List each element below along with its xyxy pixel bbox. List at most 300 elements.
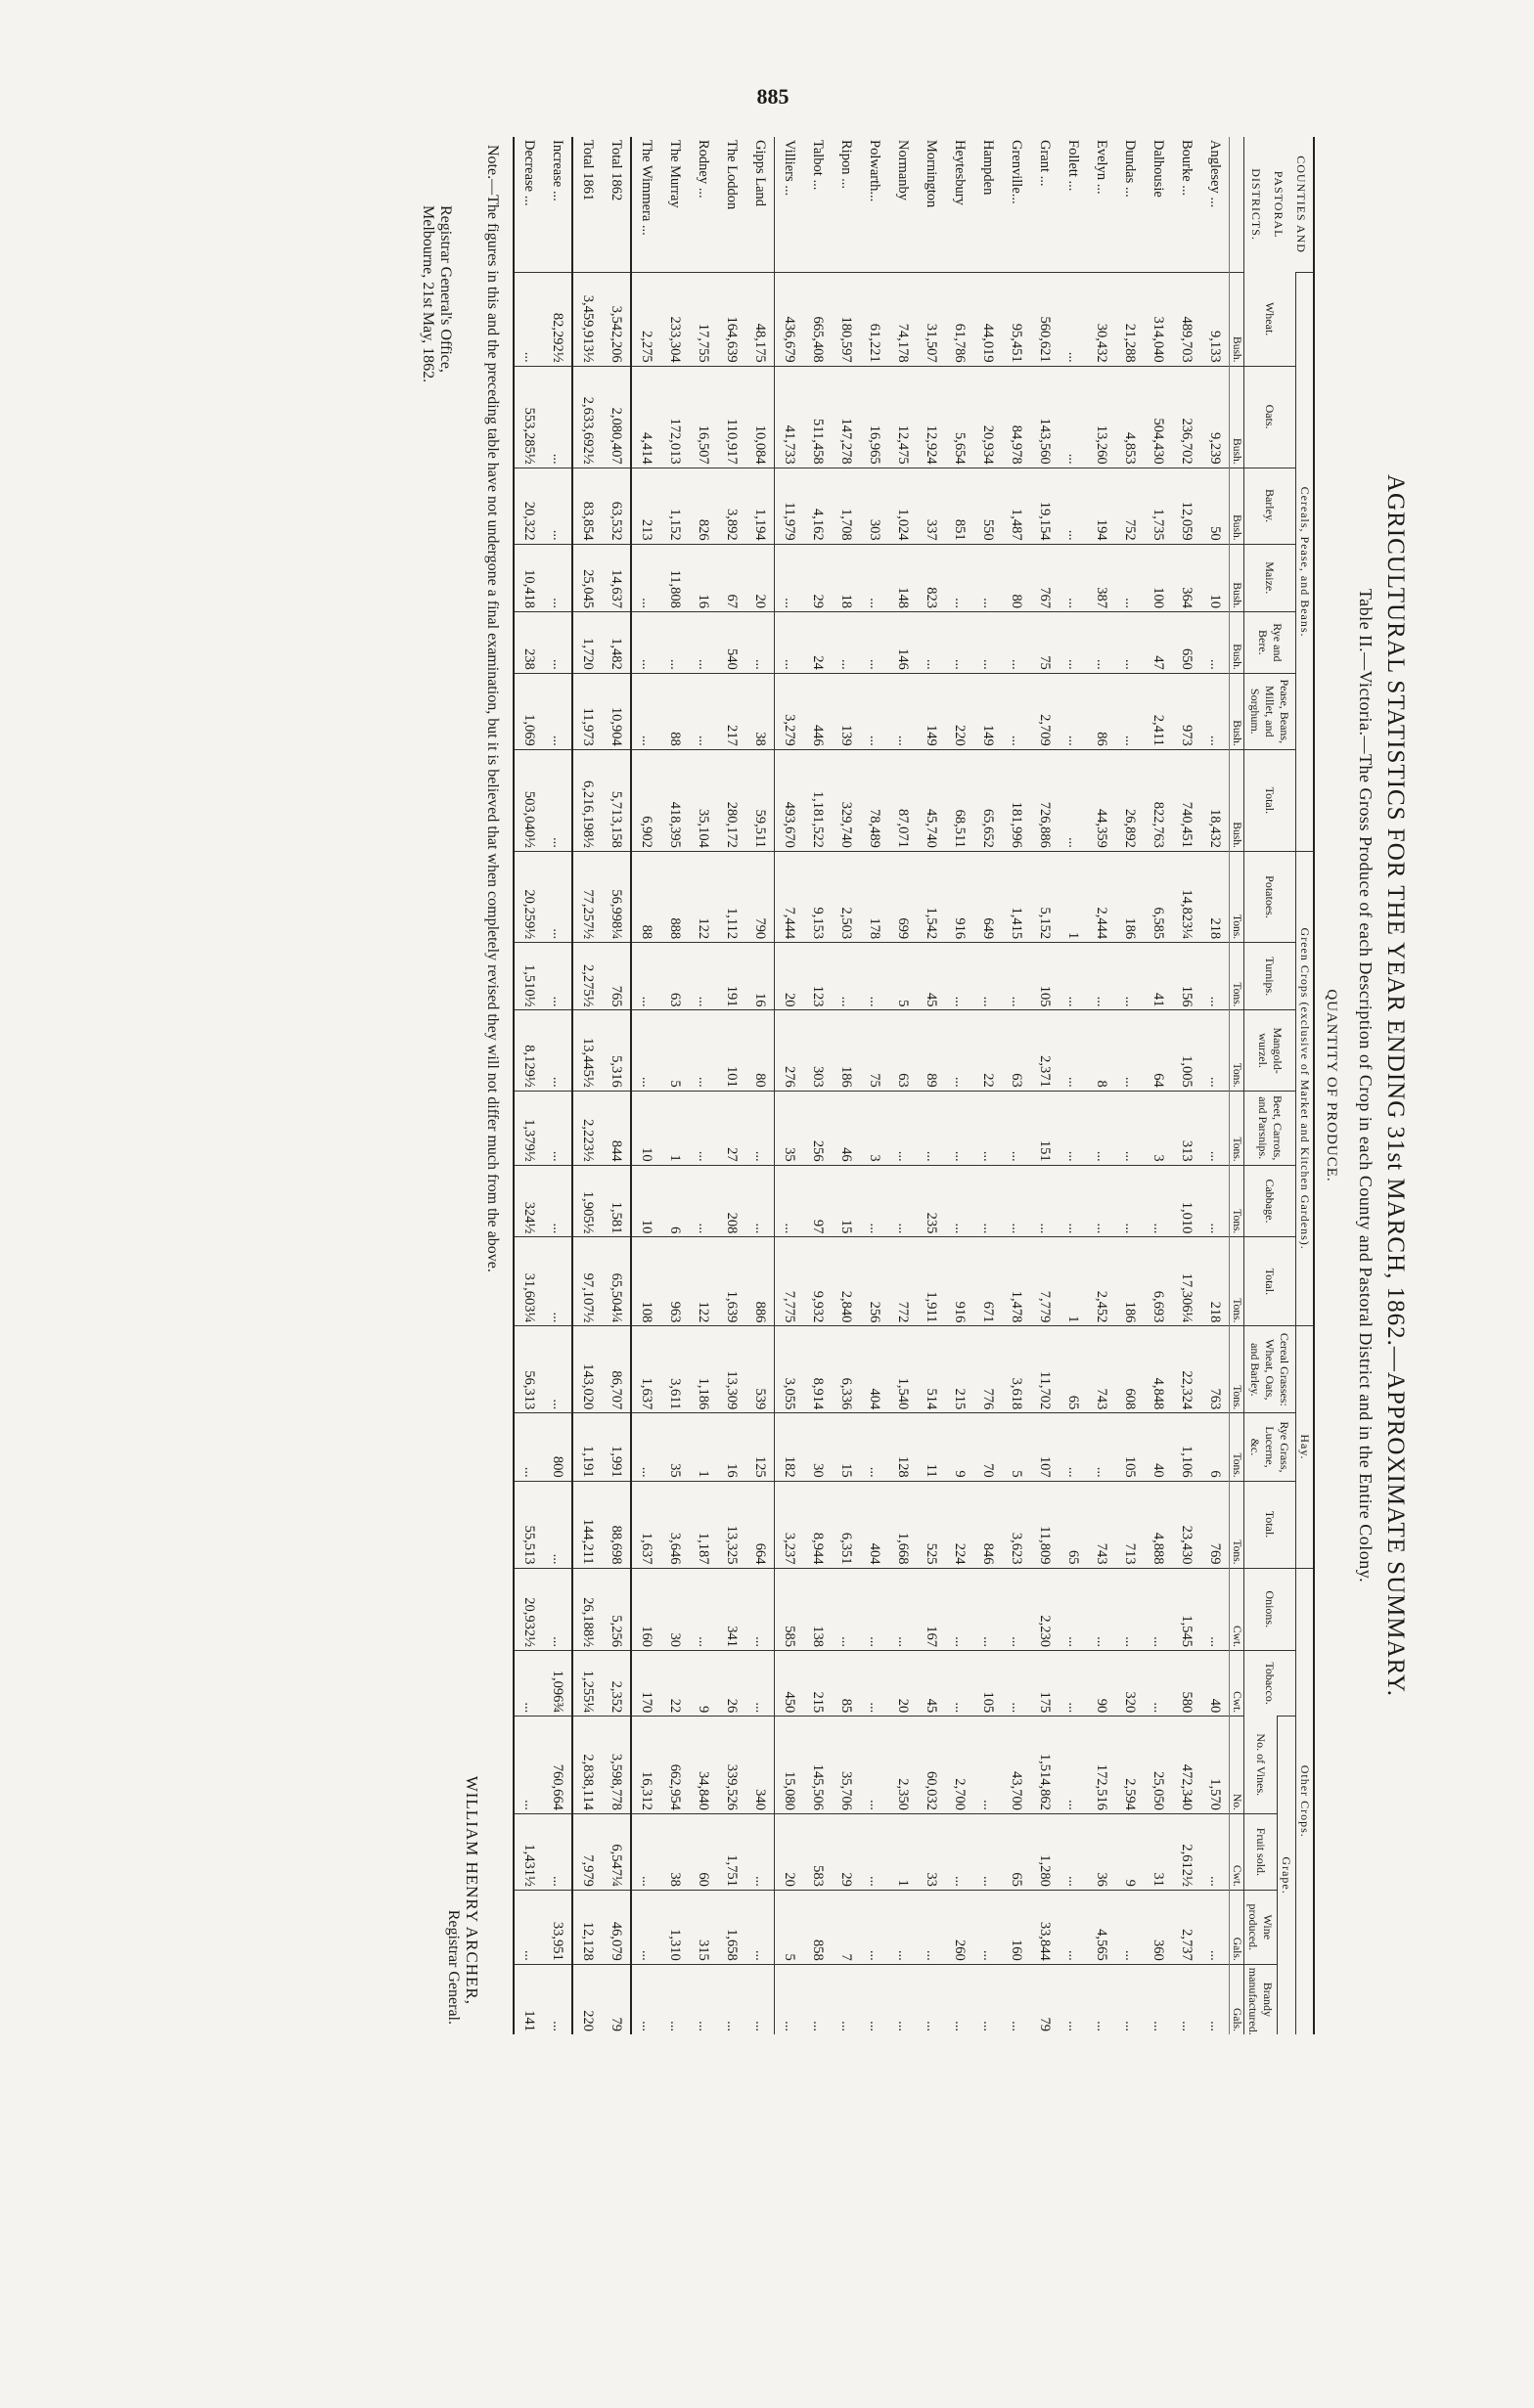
table-cell: 20 [888, 1651, 917, 1717]
table-cell: 1,637 [631, 1481, 660, 1568]
table-cell: 769 [1200, 1481, 1230, 1568]
table-cell: 3,237 [774, 1481, 803, 1568]
table-cell: 236,702 [1172, 366, 1200, 468]
table-cell: 5,316 [602, 1010, 631, 1091]
table-cell: ... [745, 1651, 775, 1717]
table-cell: 3,542,206 [602, 273, 631, 366]
table-cell: ... [1059, 611, 1087, 673]
table-cell: 186 [1115, 851, 1144, 942]
table-cell: 82,292½ [543, 273, 572, 366]
col-wine: Wine produced. [1243, 1890, 1277, 1964]
table-cell: 14,823¼ [1172, 851, 1200, 942]
table-cell: 86 [1087, 673, 1115, 749]
table-cell: 7,775 [774, 1237, 803, 1326]
table-cell: 108 [631, 1237, 660, 1326]
table-cell: 38 [660, 1813, 689, 1890]
table-cell: ... [689, 1010, 717, 1091]
col-cabbage: Cabbage. [1243, 1165, 1295, 1237]
table-cell: ... [1115, 544, 1144, 611]
table-cell: ... [1002, 611, 1030, 673]
table-cell: 446 [803, 673, 832, 749]
col-turnips: Turnips. [1243, 943, 1295, 1010]
row-label: Polwarth... [866, 140, 882, 202]
table-cell: ... [973, 1717, 1002, 1814]
table-cell: 149 [917, 673, 945, 749]
table-cell: 1,735 [1144, 468, 1172, 544]
table-cell: 20,259½ [514, 851, 543, 942]
table-cell: 404 [860, 1481, 888, 1568]
table-cell: 1,069 [514, 673, 543, 749]
table-cell: 583 [803, 1813, 832, 1890]
table-row [774, 137, 803, 2034]
table-cell: 4,414 [631, 366, 660, 468]
table-cell: 31,603¼ [514, 1237, 543, 1326]
table-cell: ... [745, 1813, 775, 1890]
table-cell: 1,379½ [514, 1091, 543, 1165]
table-cell: 27 [717, 1091, 745, 1165]
row-label: Bourke ... [1178, 140, 1195, 197]
table-cell: ... [973, 611, 1002, 673]
unit-cell: Tons. [1229, 1010, 1243, 1091]
table-cell: 44,359 [1087, 749, 1115, 851]
table-cell: ... [745, 1890, 775, 1964]
table-cell: 170 [631, 1651, 660, 1717]
table-cell: 45,740 [917, 749, 945, 851]
table-cell: 65 [1002, 1813, 1030, 1890]
table-cell: 34,840 [689, 1717, 717, 1814]
table-note: Note.—The figures in this and the preceding table have not undergone a final examination, but it is believed that when completely revised they will not differ much from the above. [483, 145, 501, 1272]
table-cell: 20,934 [973, 366, 1002, 468]
table-cell: 12,475 [888, 366, 917, 468]
col-oats: Oats. [1243, 366, 1295, 468]
signature-title: Registrar General. [444, 1909, 462, 2025]
table-cell: 29 [832, 1813, 860, 1890]
col-mangold: Mangold-wurzel. [1243, 1010, 1295, 1091]
table-cell: 30 [660, 1568, 689, 1651]
unit-cell: Cwt. [1229, 1568, 1243, 1651]
table-cell: 256 [803, 1091, 832, 1165]
table-cell: 665,408 [803, 273, 832, 366]
unit-cell: Gals. [1229, 1890, 1243, 1964]
table-cell: 1,668 [888, 1481, 917, 1568]
unit-cell: Tons. [1229, 1165, 1243, 1237]
table-cell: ... [973, 1813, 1002, 1890]
table-cell: 224 [945, 1481, 973, 1568]
table-cell: 11 [917, 1413, 945, 1481]
produce-table [513, 137, 1315, 2034]
table-cell: 2,350 [888, 1717, 917, 1814]
table-cell: 6,585 [1144, 851, 1172, 942]
table-cell: 12,924 [917, 366, 945, 468]
table-cell: ... [1087, 943, 1115, 1010]
table-cell: ... [860, 611, 888, 673]
table-cell: ... [860, 1165, 888, 1237]
table-cell: 59,511 [745, 749, 775, 851]
table-cell: 97 [803, 1165, 832, 1237]
table-cell: ... [543, 943, 572, 1010]
table-cell: 8 [1087, 1010, 1115, 1091]
row-label: Total 1861 [579, 140, 596, 201]
table-cell: 7 [832, 1890, 860, 1964]
table-cell: ... [543, 1165, 572, 1237]
table-cell: 826 [689, 468, 717, 544]
table-cell: 40 [1200, 1651, 1230, 1717]
table-cell: 1,658 [717, 1890, 745, 1964]
table-cell: 1,152 [660, 468, 689, 544]
table-cell: 17,755 [689, 273, 717, 366]
table-cell: 1,510½ [514, 943, 543, 1010]
table-cell: ... [543, 749, 572, 851]
green-crops-header: Green Crops (exclusive of Market and Kitchen Gardens). [1296, 851, 1315, 1326]
table-cell: 1,482 [602, 611, 631, 673]
table-cell: 9 [1115, 1813, 1144, 1890]
unit-cell: Tons. [1229, 1237, 1243, 1326]
table-cell: 10,418 [514, 544, 543, 611]
table-cell: ... [1087, 1568, 1115, 1651]
table-cell: 1,005 [1172, 1010, 1200, 1091]
table-cell: ... [543, 611, 572, 673]
table-subtitle: Table II.—Victoria.—The Gross Produce of each Description of Crop in each County and Pastoral District and in the Entire Colony. [1356, 588, 1376, 1583]
table-cell: 233,304 [660, 273, 689, 366]
table-cell: 276 [774, 1010, 803, 1091]
table-cell: 1,186 [689, 1326, 717, 1413]
table-cell: 303 [803, 1010, 832, 1091]
col-cereal-total: Total. [1243, 749, 1295, 851]
table-cell: ... [689, 943, 717, 1010]
table-cell: 1,570 [1200, 1717, 1230, 1814]
table-cell: 122 [689, 1237, 717, 1326]
table-cell: 8,944 [803, 1481, 832, 1568]
table-cell: ... [1059, 468, 1087, 544]
table-cell: 89 [917, 1010, 945, 1091]
table-cell: 314,040 [1144, 273, 1172, 366]
row-label: Heytesbury [951, 140, 968, 205]
table-cell: ... [945, 544, 973, 611]
table-cell: ... [543, 1010, 572, 1091]
table-cell: 181,996 [1002, 749, 1030, 851]
table-cell: 31 [1144, 1813, 1172, 1890]
table-cell: 2,411 [1144, 673, 1172, 749]
table-cell: ... [860, 1964, 888, 2034]
table-cell: 63 [1002, 1010, 1030, 1091]
table-cell: 4,162 [803, 468, 832, 544]
table-cell: 963 [660, 1237, 689, 1326]
table-cell: 3,611 [660, 1326, 689, 1413]
table-cell: 31,507 [917, 273, 945, 366]
table-cell: 1 [1059, 1237, 1087, 1326]
table-cell: 4,853 [1115, 366, 1144, 468]
row-label: Talbot ... [809, 140, 826, 191]
table-cell: 525 [917, 1481, 945, 1568]
table-cell: ... [973, 1568, 1002, 1651]
table-cell: 15 [832, 1165, 860, 1237]
table-cell: ... [860, 943, 888, 1010]
table-cell: 973 [1172, 673, 1200, 749]
table-cell: 2,840 [832, 1237, 860, 1326]
table-cell: 1,194 [745, 468, 775, 544]
table-cell: 151 [1030, 1091, 1059, 1165]
table-cell: ... [945, 1010, 973, 1091]
table-cell: ... [745, 1568, 775, 1651]
unit-cell: Bush. [1229, 544, 1243, 611]
table-cell: 2,503 [832, 851, 860, 942]
table-cell: 9,153 [803, 851, 832, 942]
table-cell: 3,646 [660, 1481, 689, 1568]
col-green-total: Total. [1243, 1237, 1295, 1326]
table-cell: 22 [973, 1010, 1002, 1091]
table-cell: 77,257½ [572, 851, 602, 942]
table-cell: 1,708 [832, 468, 860, 544]
unit-cell: Tons. [1229, 1413, 1243, 1481]
table-cell: 1,637 [631, 1326, 660, 1413]
table-cell: ... [543, 1813, 572, 1890]
col-rye: Rye and Bere. [1243, 611, 1295, 673]
table-cell: 15,080 [774, 1717, 803, 1814]
table-cell: 20,932½ [514, 1568, 543, 1651]
table-cell: ... [543, 1326, 572, 1413]
table-row [832, 137, 860, 2034]
table-cell: ... [543, 1237, 572, 1326]
table-cell: 26,188½ [572, 1568, 602, 1651]
col-beet: Beet, Carrots, and Parsnips. [1243, 1091, 1295, 1165]
table-cell: 105 [1030, 943, 1059, 1010]
table-cell: 6,902 [631, 749, 660, 851]
table-cell: ... [543, 1568, 572, 1651]
table-cell: ... [1059, 673, 1087, 749]
table-cell: 1,478 [1002, 1237, 1030, 1326]
office-address [419, 137, 454, 2034]
table-cell: 14,637 [602, 544, 631, 611]
table-cell: 2,371 [1030, 1010, 1059, 1091]
table-cell: ... [832, 943, 860, 1010]
table-cell: 790 [745, 851, 775, 942]
table-cell: 186 [832, 1010, 860, 1091]
table-cell: 767 [1030, 544, 1059, 611]
table-cell: 47 [1144, 611, 1172, 673]
row-label: Villiers ... [781, 140, 797, 197]
table-cell: 107 [1030, 1413, 1059, 1481]
table-cell: 2,352 [602, 1651, 631, 1717]
table-cell: 504,430 [1144, 366, 1172, 468]
table-cell: 1,187 [689, 1481, 717, 1568]
table-cell: 143,560 [1030, 366, 1059, 468]
table-cell: 147,278 [832, 366, 860, 468]
table-cell: 752 [1115, 468, 1144, 544]
table-cell: 303 [860, 468, 888, 544]
table-cell: 90 [1087, 1651, 1115, 1717]
table-cell: 9 [689, 1651, 717, 1717]
table-cell: 2,223½ [572, 1091, 602, 1165]
table-row [1087, 137, 1115, 2034]
table-cell: 3,459,913½ [572, 273, 602, 366]
table-cell: 16 [717, 1413, 745, 1481]
table-cell: ... [1200, 1964, 1230, 2034]
table-cell: 1,487 [1002, 468, 1030, 544]
table-row [660, 137, 689, 2034]
table-cell: ... [543, 544, 572, 611]
col-potatoes: Potatoes. [1243, 851, 1295, 942]
row-label: Total 1862 [602, 137, 631, 273]
table-cell: 4,565 [1087, 1890, 1115, 1964]
table-cell: ... [1002, 943, 1030, 1010]
table-row [745, 137, 775, 2034]
table-cell: 122 [689, 851, 717, 942]
table-cell: ... [1115, 673, 1144, 749]
table-cell: 64 [1144, 1010, 1172, 1091]
table-cell: 20,322 [514, 468, 543, 544]
table-cell: 15 [832, 1413, 860, 1481]
table-cell: ... [1087, 1091, 1115, 1165]
table-cell: 608 [1115, 1326, 1144, 1413]
table-cell: 2,737 [1172, 1890, 1200, 1964]
table-cell: ... [1059, 1568, 1087, 1651]
table-cell: ... [514, 1651, 543, 1717]
table-cell: ... [1200, 1165, 1230, 1237]
table-cell: ... [860, 1568, 888, 1651]
table-cell: ... [631, 943, 660, 1010]
table-cell: 148 [888, 544, 917, 611]
table-cell: 2,275 [631, 273, 660, 366]
col-tobacco: Tobacco. [1243, 1651, 1295, 1717]
table-cell: ... [543, 1481, 572, 1568]
table-cell: 11,979 [774, 468, 803, 544]
col-hay-cereal: Cereal Grasses: Wheat, Oats, and Barley. [1243, 1326, 1295, 1413]
row-label: Grant ... [1036, 140, 1053, 187]
table-cell: 916 [945, 851, 973, 942]
col-maize: Maize. [1243, 544, 1295, 611]
table-cell: 1 [888, 1813, 917, 1890]
table-cell: 844 [602, 1091, 631, 1165]
table-cell: 511,458 [803, 366, 832, 468]
table-cell: 48,175 [745, 273, 775, 366]
table-cell: 5,152 [1030, 851, 1059, 942]
table-cell: ... [973, 1165, 1002, 1237]
table-cell: 1 [689, 1413, 717, 1481]
table-cell: 145,506 [803, 1717, 832, 1814]
row-label: Hampden [979, 140, 996, 196]
table-cell: 215 [803, 1651, 832, 1717]
table-cell: ... [945, 1964, 973, 2034]
table-cell: 17,306¼ [1172, 1237, 1200, 1326]
row-label: Anglesey ... [1206, 140, 1223, 208]
table-cell: ... [1087, 1964, 1115, 2034]
table-cell: 63 [888, 1010, 917, 1091]
row-label: Decrease ... [514, 137, 543, 273]
table-cell: ... [689, 1568, 717, 1651]
table-cell: ... [860, 1413, 888, 1481]
table-cell: ... [888, 1568, 917, 1651]
table-cell: ... [860, 673, 888, 749]
table-cell: 851 [945, 468, 973, 544]
table-cell: 63,532 [602, 468, 631, 544]
table-cell: 19,154 [1030, 468, 1059, 544]
table-cell: 220 [572, 1964, 602, 2034]
col-vines: No. of Vines. [1243, 1717, 1277, 1814]
table-cell: 1,540 [888, 1326, 917, 1413]
table-row [973, 137, 1002, 2034]
table-cell: 2,080,407 [602, 366, 631, 468]
table-cell: 580 [1172, 1651, 1200, 1717]
table-cell: 172,516 [1087, 1717, 1115, 1814]
table-cell: 1,581 [602, 1165, 631, 1237]
table-cell: 101 [717, 1010, 745, 1091]
table-cell: ... [631, 673, 660, 749]
table-cell: 45 [917, 1651, 945, 1717]
table-cell: 10,084 [745, 366, 775, 468]
table-cell: 105 [1115, 1413, 1144, 1481]
row-label: Normanby [894, 140, 911, 201]
table-cell: 238 [514, 611, 543, 673]
table-cell: 13,309 [717, 1326, 745, 1413]
table-cell: 180,597 [832, 273, 860, 366]
table-cell: 743 [1087, 1481, 1115, 1568]
table-cell: 888 [660, 851, 689, 942]
table-cell: ... [1115, 943, 1144, 1010]
change-row [514, 137, 543, 2034]
table-cell: ... [774, 611, 803, 673]
table-cell: 13,445½ [572, 1010, 602, 1091]
table-cell: 10 [1200, 544, 1230, 611]
table-cell: 7,444 [774, 851, 803, 942]
total-row [572, 137, 602, 2034]
table-cell: ... [860, 1651, 888, 1717]
table-cell: ... [945, 611, 973, 673]
table-cell: 550 [973, 468, 1002, 544]
unit-cell: Tons. [1229, 1326, 1243, 1413]
table-cell: 65 [1059, 1326, 1087, 1413]
table-cell: 2,709 [1030, 673, 1059, 749]
table-cell: ... [1200, 1813, 1230, 1890]
table-cell: ... [917, 611, 945, 673]
table-row [1030, 137, 1059, 2034]
table-cell: 84,978 [1002, 366, 1030, 468]
cereals-header: Cereals, Pease, and Beans. [1296, 273, 1315, 852]
table-cell: 12,059 [1172, 468, 1200, 544]
table-cell: ... [1115, 1165, 1144, 1237]
table-cell: ... [1200, 1890, 1230, 1964]
table-cell: ... [1115, 1091, 1144, 1165]
table-row [631, 137, 660, 2034]
table-cell: 3,892 [717, 468, 745, 544]
table-cell: 56,313 [514, 1326, 543, 1413]
table-cell: 1,255¼ [572, 1651, 602, 1717]
table-cell: 215 [945, 1326, 973, 1413]
table-cell: 740,451 [1172, 749, 1200, 851]
table-cell: ... [945, 1165, 973, 1237]
table-cell: 1,545 [1172, 1568, 1200, 1651]
table-cell: ... [803, 1964, 832, 2034]
table-cell: ... [1087, 1165, 1115, 1237]
col-fruit: Fruit sold. [1243, 1813, 1277, 1890]
table-cell: 36 [1087, 1813, 1115, 1890]
table-cell: 1,720 [572, 611, 602, 673]
table-cell: 493,670 [774, 749, 803, 851]
table-cell: 6,693 [1144, 1237, 1172, 1326]
table-cell: ... [860, 1890, 888, 1964]
district-header: COUNTIES AND PASTORAL DISTRICTS. [1243, 137, 1314, 273]
table-cell: 60 [689, 1813, 717, 1890]
table-cell: 3,055 [774, 1326, 803, 1413]
table-cell: 3 [1144, 1091, 1172, 1165]
table-row [860, 137, 888, 2034]
table-cell: 67 [717, 544, 745, 611]
table-cell: ... [888, 1091, 917, 1165]
table-cell: ... [774, 544, 803, 611]
table-cell: 26 [717, 1651, 745, 1717]
table-cell: ... [774, 1165, 803, 1237]
table-cell: ... [543, 468, 572, 544]
table-cell: ... [832, 1964, 860, 2034]
